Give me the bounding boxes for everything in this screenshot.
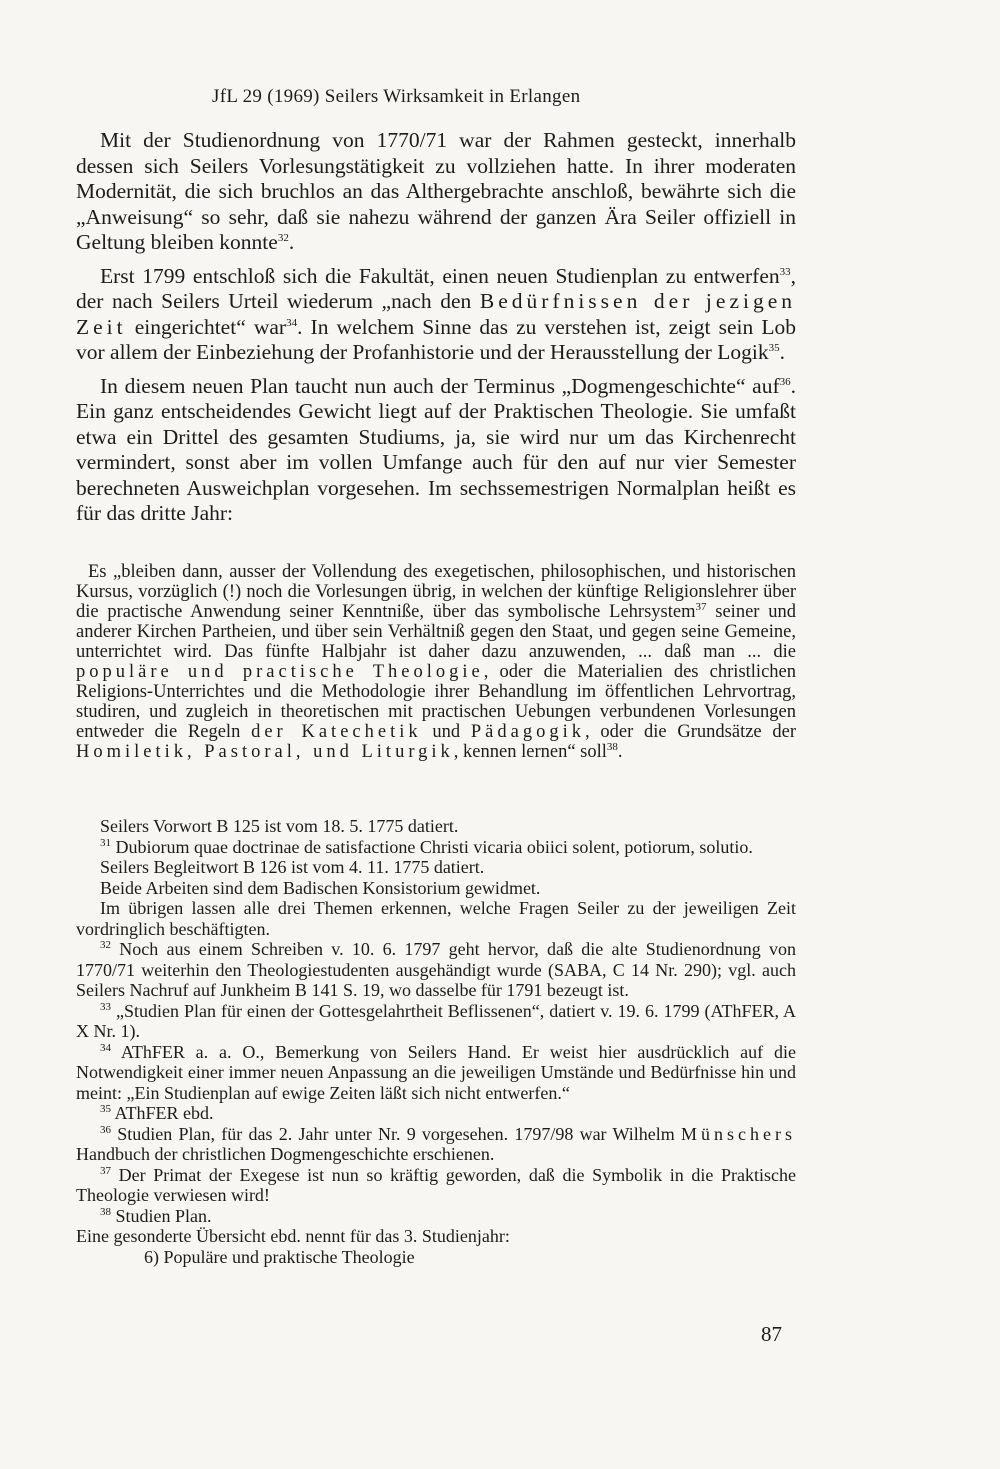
paragraph-2-text-e: . <box>779 340 785 364</box>
footnote-ref-34: 34 <box>286 316 298 329</box>
footnote-ref-35: 35 <box>768 341 780 354</box>
footnote-text: „Studien Plan für einen der Gottesgelahrtheit Beflissenen“, datiert v. 19. 6. 1799 (AThFER, A X Nr. 1). <box>76 1000 796 1041</box>
footnote-line: Beide Arbeiten sind dem Badischen Konsistorium gewidmet. <box>100 877 541 898</box>
footnote-number: 36 <box>100 1123 111 1136</box>
footnote-text: Der Primat der Exegese ist nun so kräftig geworden, daß die Symbolik in die Praktische Theologie verwiesen wird! <box>76 1164 796 1205</box>
footnote-34 <box>76 1042 796 1104</box>
footnote-33 <box>76 1001 796 1042</box>
page-number: 87 <box>761 1322 782 1346</box>
footnote-text: Studien Plan, für das 2. Jahr unter Nr. 9 vorgesehen. 1797/98 war Wilhelm <box>111 1123 681 1144</box>
footnote-32 <box>76 939 796 1001</box>
quote-paragraph <box>76 562 796 762</box>
footnote-ref-38: 38 <box>606 740 618 753</box>
footnote-text: Handbuch der christlichen Dogmengeschichte erschienen. <box>76 1144 495 1164</box>
spaced-emphasis: Homiletik, Pastoral, und Liturgik <box>76 742 454 762</box>
footnote-text: AThFER a. a. O., Bemerkung von Seilers Hand. Er weist hier ausdrücklich auf die Notwendigkeit einer immer neuen Anpassung an die jeweiligen Umstände und Bedürfnisse hin und meint: „Ein Studienplan auf ewige Zeiten läßt sich nicht entwerfen.“ <box>76 1041 796 1103</box>
footnote-number: 33 <box>100 1000 111 1013</box>
footnote-number: 35 <box>100 1103 111 1115</box>
paragraph-2-text-c: eingerichtet“ war <box>126 314 287 339</box>
footnote-text: Noch aus einem Schreiben v. 10. 6. 1797 geht hervor, daß die alte Studienordnung von 1770/71 weiterhin den Theologiestudenten ausgehändigt wurde (SABA, C 14 Nr. 290); vgl. auch Seilers Nachruf auf Junkheim B 141 S. 19, wo dasselbe für 1791 bezeugt ist. <box>76 939 796 1000</box>
paragraph-2-text-d: . In welchem Sinne das zu verstehen ist, zeigt sein Lob vor allem der Einbeziehung der Profanhistorie und der Herausstellung der Logik <box>76 314 796 364</box>
running-head: JfL 29 (1969) Seilers Wirksamkeit in Erlangen <box>212 86 581 107</box>
footnote-line: Seilers Vorwort B 125 ist vom 18. 5. 1775 datiert. <box>100 816 459 836</box>
footnote-line: Eine gesonderte Übersicht ebd. nennt für das 3. Studienjahr: <box>76 1226 510 1246</box>
footnote-31 <box>76 837 796 858</box>
quote-text-b: seiner und anderer Kirchen Partheien, und über sein Verhältniß gegen den Staat, und gegen seine Gemeine, unterrichtet wird. Das fünfte Halbjahr ist daher dazu anzuwenden, ... daß man ... die <box>76 602 796 662</box>
quote-text-f: , kennen lernen“ soll <box>453 742 607 762</box>
block-quote <box>76 562 796 762</box>
footnote-35 <box>76 1103 796 1124</box>
footnote-text: AThFER ebd. <box>111 1103 214 1123</box>
body-text <box>76 128 796 535</box>
footnote-ref-33: 33 <box>779 265 791 278</box>
quote-text-d: und <box>421 722 471 742</box>
quote-text-a: Es „bleiben dann, ausser der Vollendung des exegetischen, philosophischen, und historischen Kursus, vorzüglich (!) noch die Vorlesungen übrig, in welchen der künftige Religionslehrer über die practische Anwendung seiner Kenntniße, über das symbolische Lehrsystem <box>76 562 796 622</box>
footnote-number: 32 <box>100 939 111 951</box>
footnotes <box>76 816 796 1267</box>
paragraph-3-text-a: In diesem neuen Plan taucht nun auch der Terminus „Dogmengeschichte“ auf <box>100 373 780 398</box>
footnote-ref-32: 32 <box>277 231 289 244</box>
footnote-37 <box>76 1165 796 1206</box>
footnote-36 <box>76 1124 796 1165</box>
quote-text-g: . <box>617 742 623 762</box>
footnote-text: Studien Plan. <box>111 1205 212 1226</box>
footnote-number: 31 <box>100 836 111 849</box>
paragraph-3 <box>76 374 796 527</box>
footnote-38 <box>76 1206 796 1227</box>
paragraph-3-text-b: . Ein ganz entscheidendes Gewicht liegt auf der Praktischen Theologie. Sie umfaßt etwa ein Drittel des gesamten Studiums, ja, sie wird nur um das Kirchenrecht vermindert, sonst aber im vollen Umfange auch für den auf nur vier Semester berechneten Ausweichplan vorgesehen. Im sechssemestrigen Normalplan heißt es für das dritte Jahr: <box>76 373 796 525</box>
footnote-line: Seilers Begleitwort B 126 ist vom 4. 11. 1775 datiert. <box>100 857 485 877</box>
footnote-text: Dubiorum quae doctrinae de satisfactione Christi vicaria obiici solent, potiorum, solutio. <box>111 836 753 857</box>
quote-text-c: , oder die Materialien des christlichen Religions-Unterrichtes und die Methodologie ihrer Behandlung im öffentlichen Lehrvortrag, studiren, und zugleich in theoretischen mit practischen Uebungen verbundenen Vorlesungen entweder die Regeln <box>76 662 796 742</box>
footnote-number: 34 <box>100 1041 111 1054</box>
spaced-emphasis: Bedürfnissen der jezigen Zeit <box>76 289 797 339</box>
footnote-line: 6) Populäre und praktische Theologie <box>144 1246 415 1267</box>
spaced-emphasis: Münschers <box>681 1123 796 1144</box>
paragraph-2 <box>76 264 796 366</box>
paragraph-1-end: . <box>288 230 295 254</box>
paragraph-2-text-a: Erst 1799 entschloß sich die Fakultät, einen neuen Studienplan zu entwerfen <box>100 263 780 288</box>
quote-text-e: , oder die Grundsätze der <box>585 722 797 742</box>
footnote-ref-36: 36 <box>779 375 791 388</box>
paragraph-1 <box>76 128 796 256</box>
footnote-ref-37: 37 <box>695 600 707 613</box>
footnote-line: Im übrigen lassen alle drei Themen erkennen, welche Fragen Seiler zu der jeweiligen Zeit vordringlich beschäftigten. <box>76 898 796 939</box>
footnote-number: 37 <box>100 1164 111 1177</box>
spaced-emphasis: populäre und practische Theologie <box>76 662 484 682</box>
paragraph-2-text-b: , der nach Seilers Urteil wiederum „nach den <box>76 263 796 313</box>
spaced-emphasis: Pädagogik <box>470 722 585 742</box>
footnote-number: 38 <box>100 1205 111 1218</box>
paragraph-1-text: Mit der Studienordnung von 1770/71 war der Rahmen gesteckt, innerhalb dessen sich Seilers Vorlesungstätigkeit zu vollziehen hatte. In ihrer moderaten Modernität, die sich bruchlos an das Althergebrachte anschloß, bewährte sich die „Anweisung“ so sehr, daß sie nahezu während der ganzen Ära Seiler offiziell in Geltung bleiben konnte <box>76 128 796 254</box>
spaced-emphasis: der Katechetik <box>251 722 422 742</box>
